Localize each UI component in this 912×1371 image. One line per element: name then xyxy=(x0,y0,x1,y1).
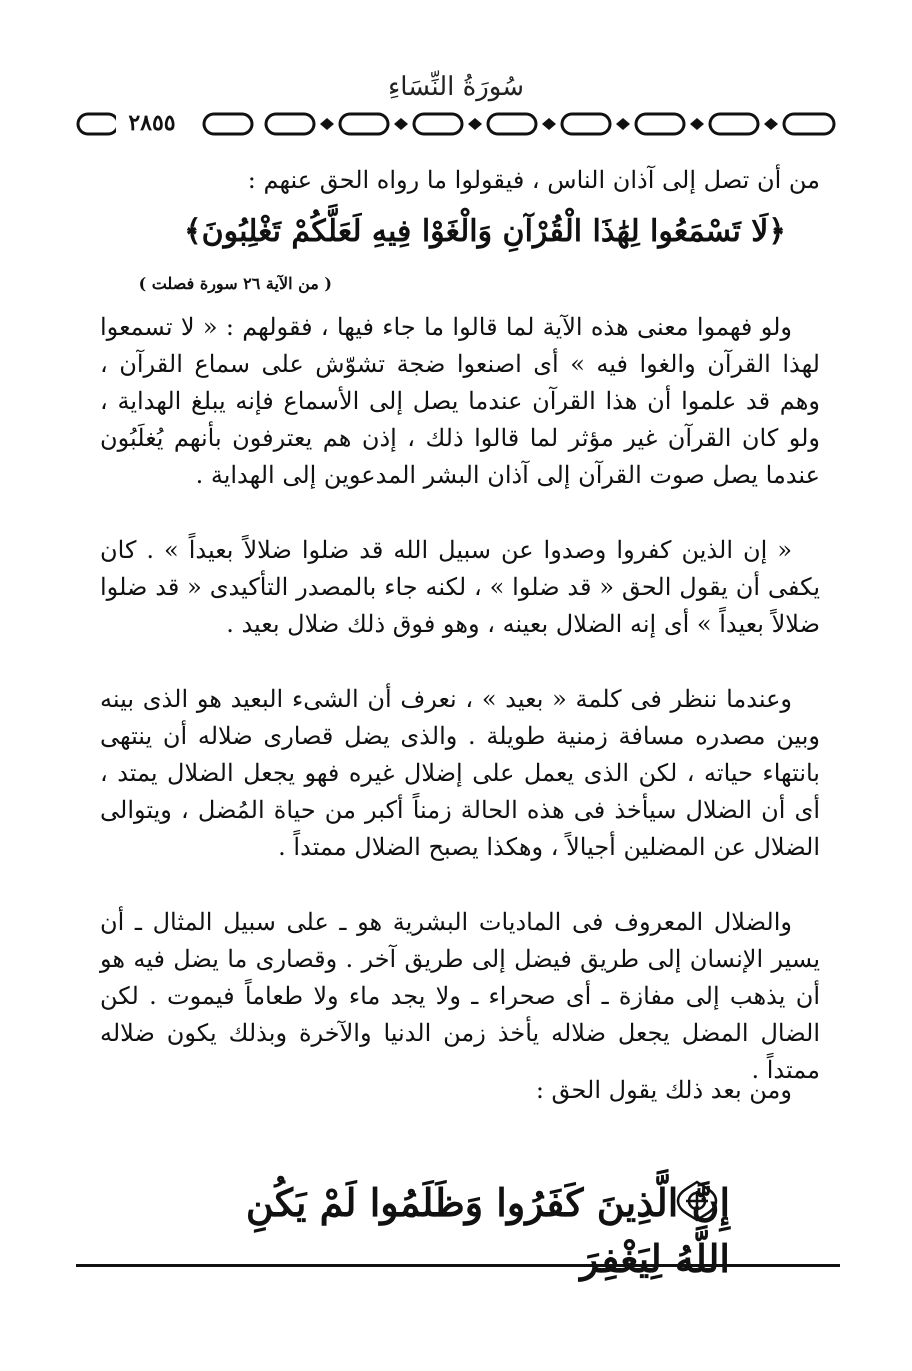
surah-title: سُورَةُ النِّسَاءِ xyxy=(388,72,524,102)
paragraph-far-word: وعندما ننظر فى كلمة « بعيد » ، نعرف أن الشىء البعيد هو الذى بينه وبين مصدره مسافة زمنية طويلة . والذى يضل قصارى ضلاله أن ينتهى بانتهاء حياته ، لكن الذى يعمل على إضلال غيره فهو يجعل الضلال يمتد ، أى أن الضلال سيأخذ فى هذه الحالة زمناً أكبر من حياة المُضل ، ويتوالى الضلال عن المضلين أجيالاً ، وهكذا يصبح الضلال ممتداً . xyxy=(100,685,820,861)
verse-citation: ( من الآية ٢٦ سورة فصلت ) xyxy=(138,274,332,293)
paragraph-transition: ومن بعد ذلك يقول الحق : xyxy=(535,1076,792,1104)
paragraph-intro: من أن تصل إلى آذان الناس ، فيقولوا ما رواه الحق عنهم : xyxy=(247,166,820,194)
paragraph-explanation: ولو فهموا معنى هذه الآية لما قالوا ما جاء فيها ، فقولهم : « لا تسمعوا لهذا القرآن والغوا فيه » أى اصنعوا ضجة تشوّش على سماع القرآن ، وهم قد علموا أن هذا القرآن عندما يصل إلى الأسماع فإنه يبلغ الهداية ، ولو كان القرآن غير مؤثر لما قالوا ذلك ، إذن هم يعترفون بأنهم يُغلَبُون عندما يصل صوت القرآن إلى آذان البشر المدعوين إلى الهداية . xyxy=(100,313,820,489)
paragraph-misguidance: « إن الذين كفروا وصدوا عن سبيل الله قد ضلوا ضلالاً بعيداً » . كان يكفى أن يقول الحق « قد ضلوا » ، لكنه جاء بالمصدر التأكيدى « قد ضلوا ضلالاً بعيداً » أى إنه الضلال بعينه ، وهو فوق ذلك ضلال بعيد . xyxy=(100,536,820,638)
chain-ornament-icon xyxy=(74,106,840,142)
paragraph-material-error: والضلال المعروف فى الماديات البشرية هو ـ على سبيل المثال ـ أن يسير الإنسان إلى طريق فيضل إلى طريق آخر . وقصارى ما يضل فيه هو أن يذهب إلى مفازة ـ أى صحراء ـ ولا يجد ماء ولا طعاماً فيموت . لكن الضال المضل يجعل ضلاله يأخذ زمن الدنيا والآخرة وبذلك يكون ضلاله ممتداً . xyxy=(100,908,821,1084)
quran-verse-nisa: إِنَّ الَّذِينَ كَفَرُوا وَظَلَمُوا لَمْ يَكُنِ اللَّهُ لِيَغْفِرَ xyxy=(245,1180,730,1281)
footer-rule xyxy=(76,1264,840,1267)
quran-verse-fussilat: ﴿لَا تَسْمَعُوا لِهَٰذَا الْقُرْآنِ وَالْغَوْا فِيهِ لَعَلَّكُمْ تَغْلِبُونَ﴾ xyxy=(184,214,786,249)
page-number: ٢٨٥٥ xyxy=(116,108,188,138)
